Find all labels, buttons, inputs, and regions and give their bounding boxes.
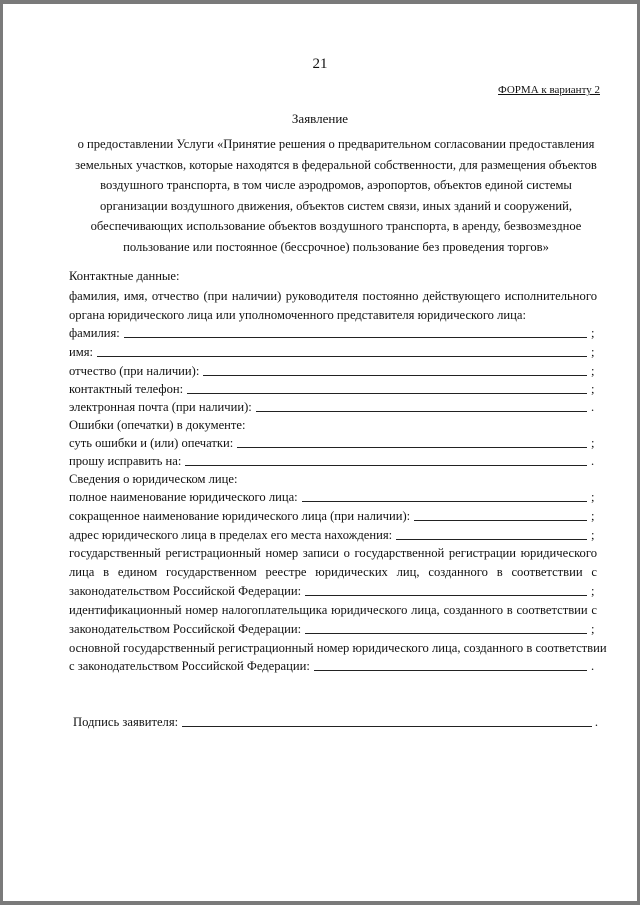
phone-field[interactable] (69, 382, 597, 397)
patronymic-field[interactable] (69, 364, 597, 379)
entity-address-label: адрес юридического лица в пределах его места нахождения: (69, 528, 393, 542)
signature-label: Подпись заявителя: (73, 715, 179, 729)
patronymic-label: отчество (при наличии): (69, 364, 200, 378)
registration-text-line: лица в едином государственном реестре юридических лиц, созданного в соответствии с (69, 565, 597, 579)
field-terminator: ; (591, 345, 595, 359)
contact-heading: Контактные данные: (69, 269, 180, 283)
field-terminator: ; (591, 584, 595, 598)
contact-description-line: фамилия, имя, отчество (при наличии) руководителя постоянно действующего исполнительного (69, 289, 597, 303)
email-input-line[interactable] (256, 410, 587, 412)
subject-line: земельных участков, которые находятся в федеральной собственности, для размещения объектов (75, 157, 597, 172)
inn-label: законодательством Российской Федерации: (69, 622, 302, 636)
entity-address-input-line[interactable] (396, 538, 587, 540)
subject-line: пользование или постоянное (бессрочное) пользование без проведения торгов» (123, 239, 549, 254)
inn-field[interactable] (69, 622, 597, 637)
correction-label: прошу исправить на: (69, 454, 182, 468)
field-terminator: ; (591, 326, 595, 340)
patronymic-input-line[interactable] (203, 374, 587, 376)
subject-line: воздушного транспорта, в том числе аэродромов, аэропортов, объектов единой системы (100, 178, 572, 193)
surname-label: фамилия: (69, 326, 120, 340)
field-terminator: ; (591, 436, 595, 450)
phone-label: контактный телефон: (69, 382, 184, 396)
ogrn-field[interactable] (69, 659, 597, 674)
field-terminator: . (594, 715, 598, 729)
entity-short-name-field[interactable] (69, 509, 597, 524)
registration-number-field[interactable] (69, 584, 597, 599)
errors-heading: Ошибки (опечатки) в документе: (69, 418, 246, 432)
correction-input-line[interactable] (185, 464, 587, 466)
page-number: 21 (312, 56, 328, 72)
registration-number-label: законодательством Российской Федерации: (69, 584, 302, 598)
error-essence-input-line[interactable] (237, 446, 587, 448)
signature-field[interactable] (73, 715, 598, 730)
entity-full-name-input-line[interactable] (302, 500, 587, 502)
ogrn-label: с законодательством Российской Федерации: (69, 659, 310, 673)
entity-short-name-label: сокращенное наименование юридического лица (при наличии): (69, 509, 411, 523)
field-terminator: ; (591, 509, 595, 523)
field-terminator: ; (591, 622, 595, 636)
inn-text-line: идентификационный номер налогоплательщика юридического лица, созданного в соответствии с (69, 603, 597, 617)
ogrn-text-line: основной государственный регистрационный номер юридического лица, созданного в соответствии (69, 641, 607, 655)
field-terminator: . (591, 454, 595, 468)
field-terminator: ; (591, 364, 595, 378)
document-title: Заявление (291, 111, 349, 126)
entity-full-name-field[interactable] (69, 490, 597, 505)
subject-paragraph (61, 134, 611, 258)
signature-input-line[interactable] (182, 726, 592, 727)
name-field[interactable] (69, 345, 597, 360)
contact-description-line: органа юридического лица или уполномоченного представителя юридического лица: (69, 308, 526, 322)
entity-full-name-label: полное наименование юридического лица: (69, 490, 298, 504)
correction-field[interactable] (69, 454, 597, 469)
form-label: ФОРМА к варианту 2 (498, 84, 600, 96)
subject-line: обеспечивающих использование объектов воздушного транспорта, в аренду, безвозмездное (90, 219, 582, 234)
entity-heading: Сведения о юридическом лице: (69, 472, 238, 486)
name-input-line[interactable] (97, 355, 587, 357)
email-field[interactable] (69, 400, 597, 415)
surname-input-line[interactable] (124, 336, 587, 338)
surname-field[interactable] (69, 326, 597, 341)
field-terminator: ; (591, 528, 595, 542)
email-label: электронная почта (при наличии): (69, 400, 252, 414)
entity-address-field[interactable] (69, 528, 597, 543)
field-terminator: ; (591, 490, 595, 504)
subject-line: организации воздушного движения, объектов систем связи, иных зданий и сооружений, (100, 198, 572, 213)
entity-short-name-input-line[interactable] (414, 519, 587, 521)
error-essence-field[interactable] (69, 436, 597, 451)
document-page (3, 4, 637, 901)
registration-text-line: государственный регистрационный номер записи о государственной регистрации юридического (69, 546, 597, 560)
field-terminator: . (591, 659, 595, 673)
ogrn-input-line[interactable] (314, 669, 587, 671)
field-terminator: ; (591, 382, 595, 396)
registration-number-input-line[interactable] (305, 594, 587, 596)
subject-line: о предоставлении Услуги «Принятие решения о предварительном согласовании предоставления (77, 137, 595, 151)
inn-input-line[interactable] (305, 632, 587, 634)
error-essence-label: суть ошибки и (или) опечатки: (69, 436, 234, 450)
phone-input-line[interactable] (187, 392, 587, 394)
field-terminator: . (591, 400, 595, 414)
name-label: имя: (69, 345, 94, 359)
